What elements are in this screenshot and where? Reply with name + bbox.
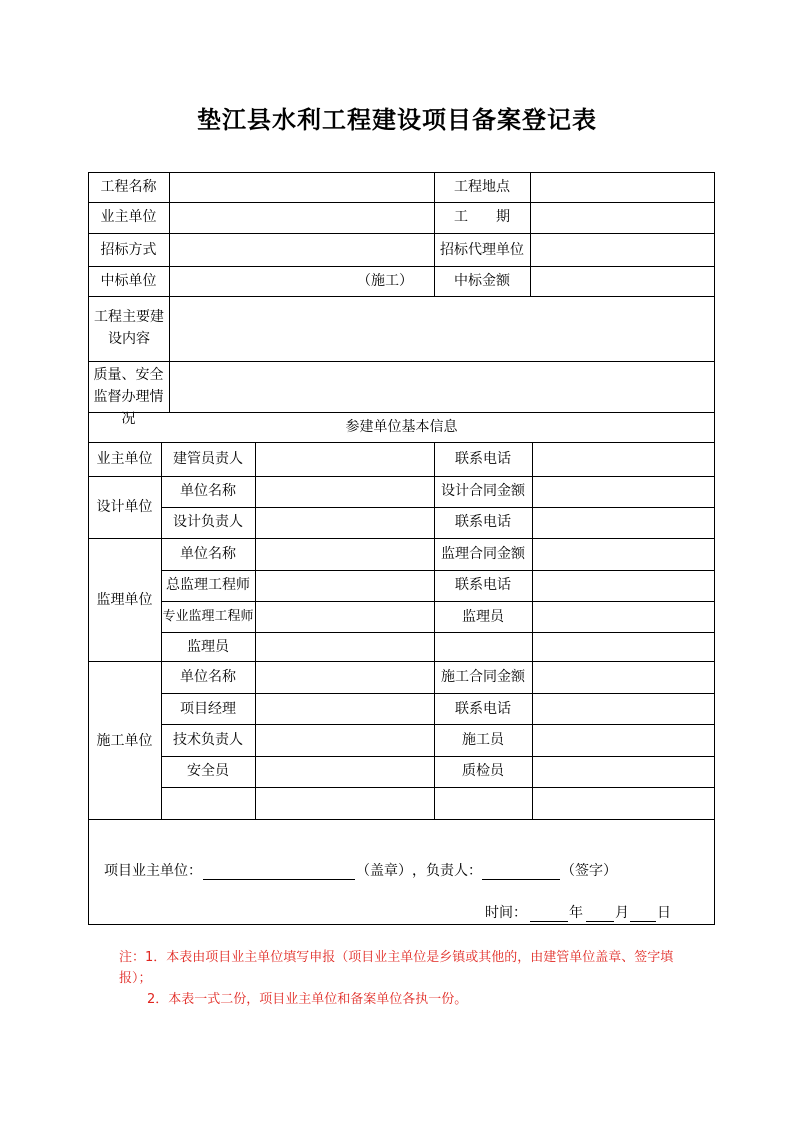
- row-line: [88, 296, 715, 297]
- label-design-group: 设计单位: [96, 499, 153, 515]
- row-line: [88, 202, 715, 203]
- row-line: [161, 787, 715, 788]
- label-design-contract-amount: 设计合同金额: [441, 483, 525, 499]
- label-construction-contract-amount: 施工合同金额: [441, 669, 525, 685]
- label-design-unit-name: 单位名称: [180, 483, 236, 499]
- label-supervisor-contract-amount: 监理合同金额: [441, 546, 525, 562]
- label-owner-unit: 业主单位: [100, 209, 157, 225]
- day-line: [630, 921, 656, 922]
- label-supervisor-phone: 联系电话: [455, 577, 511, 593]
- row-line: [161, 632, 715, 633]
- label-bidding-agent: 招标代理单位: [440, 242, 524, 258]
- label-design-phone: 联系电话: [455, 514, 511, 530]
- row-line: [88, 266, 715, 267]
- col-line: [169, 172, 170, 412]
- label-month: 月: [615, 905, 629, 921]
- row-line: [88, 476, 715, 477]
- section-title-participants: 参建单位基本信息: [345, 419, 458, 435]
- year-line: [530, 921, 568, 922]
- row-line: [161, 601, 715, 602]
- label-owner-manager: 建管员责人: [173, 451, 243, 467]
- col-line: [532, 442, 533, 819]
- label-inspector-right: 监理员: [462, 609, 504, 625]
- label-owner-phone: 联系电话: [455, 451, 511, 467]
- label-chief-engineer: 总监理工程师: [166, 577, 250, 593]
- note-2: 2．本表一式二份，项目业主单位和备案单位各执一份。: [147, 992, 468, 1007]
- col-line: [255, 442, 256, 819]
- row-line: [88, 412, 715, 413]
- label-supervision-status: 质量、安全监督办理情况: [93, 367, 164, 427]
- row-line: [161, 693, 715, 694]
- row-line: [161, 756, 715, 757]
- label-winning-unit: 中标单位: [100, 273, 157, 289]
- label-bidding-method: 招标方式: [100, 242, 157, 258]
- row-line: [88, 819, 715, 820]
- label-project-manager: 项目经理: [180, 701, 236, 717]
- label-time: 时间：: [485, 905, 527, 921]
- label-year: 年: [569, 905, 583, 921]
- label-quality: 质检员: [462, 763, 504, 779]
- row-line: [88, 538, 715, 539]
- label-period: 工 期: [454, 209, 510, 225]
- label-responsible: ，负责人：: [412, 863, 482, 879]
- label-day: 日: [657, 905, 671, 921]
- label-winning-amount: 中标金额: [454, 273, 510, 289]
- label-inspector-left: 监理员: [187, 639, 229, 655]
- label-design-manager: 设计负责人: [173, 514, 243, 530]
- label-construction-group: 施工单位: [96, 733, 153, 749]
- label-specialist-engineer: 专业监理工程师: [162, 609, 254, 624]
- label-supervisor-unit-name: 单位名称: [180, 546, 236, 562]
- row-line: [88, 233, 715, 234]
- row-line: [88, 661, 715, 662]
- col-line: [530, 172, 531, 296]
- row-line: [88, 442, 715, 443]
- row-line: [88, 361, 715, 362]
- label-construction-tag: （施工）: [357, 273, 413, 289]
- label-project-name: 工程名称: [100, 179, 157, 195]
- responsible-sign-line: [482, 879, 560, 880]
- label-construction-unit-name: 单位名称: [180, 669, 236, 685]
- month-line: [586, 921, 614, 922]
- label-owner-group: 业主单位: [96, 451, 153, 467]
- row-line: [161, 570, 715, 571]
- label-safety: 安全员: [187, 763, 229, 779]
- label-seal: （盖章）: [356, 863, 412, 879]
- owner-seal-line: [203, 879, 355, 880]
- page-title: 垫江县水利工程建设项目备案登记表: [197, 105, 597, 134]
- label-builder: 施工员: [462, 732, 504, 748]
- row-line: [161, 724, 715, 725]
- label-tech-lead: 技术负责人: [173, 732, 243, 748]
- label-main-content: 工程主要建设内容: [94, 309, 164, 347]
- label-sign: （签字）: [561, 863, 617, 879]
- note-1: 注：1．本表由项目业主单位填写申报（项目业主单位是乡镇或其他的，由建管单位盖章、签字填报）；: [119, 950, 674, 986]
- row-line: [161, 507, 715, 508]
- label-supervisor-group: 监理单位: [96, 592, 153, 608]
- label-sign-owner-unit: 项目业主单位：: [104, 863, 202, 879]
- label-construction-phone: 联系电话: [455, 701, 511, 717]
- label-project-location: 工程地点: [454, 179, 510, 195]
